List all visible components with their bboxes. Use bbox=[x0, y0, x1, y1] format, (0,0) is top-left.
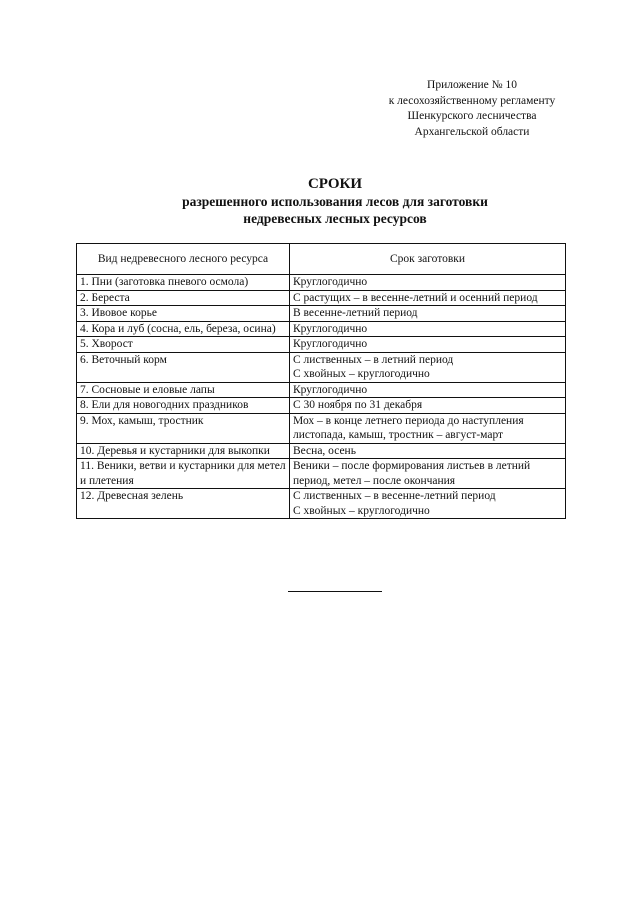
term-cell: В весенне-летний период bbox=[290, 306, 566, 322]
term-cell: С 30 ноября по 31 декабря bbox=[290, 398, 566, 414]
appendix-line-1: Приложение № 10 bbox=[427, 79, 517, 91]
resource-cell: 5. Хворост bbox=[77, 337, 290, 353]
header-resource-type: Вид недревесного лесного ресурса bbox=[77, 244, 290, 275]
table-row bbox=[77, 337, 566, 353]
appendix-line-4: Архангельской области bbox=[414, 125, 530, 138]
table-row bbox=[77, 306, 566, 322]
table-row bbox=[77, 459, 566, 489]
title-line-1: разрешенного использования лесов для заготовки bbox=[182, 194, 488, 209]
term-cell: С растущих – в весенне-летний и осенний период bbox=[290, 290, 566, 306]
table-row bbox=[77, 352, 566, 382]
appendix-line-3: Шенкурского лесничества bbox=[407, 110, 537, 122]
header-harvest-term: Срок заготовки bbox=[290, 244, 566, 275]
term-cell: Круглогодично bbox=[290, 275, 566, 291]
table-row bbox=[77, 290, 566, 306]
term-cell: Весна, осень bbox=[290, 443, 566, 459]
appendix-line-2: к лесохозяйственному регламенту bbox=[388, 94, 556, 107]
term-cell: Круглогодично bbox=[290, 382, 566, 398]
harvest-terms-table bbox=[76, 243, 566, 519]
table-header-row bbox=[77, 244, 566, 275]
resource-cell: 10. Деревья и кустарники для выкопки bbox=[77, 443, 290, 459]
resource-cell: 11. Веники, ветви и кустарники для метел и плетения bbox=[77, 459, 290, 489]
resource-cell: 9. Мох, камыш, тростник bbox=[77, 413, 290, 443]
appendix-header bbox=[372, 78, 572, 140]
closing-divider bbox=[288, 591, 382, 592]
table-row bbox=[77, 321, 566, 337]
table-row bbox=[77, 489, 566, 519]
table-row bbox=[77, 413, 566, 443]
resource-cell: 8. Ели для новогодних праздников bbox=[77, 398, 290, 414]
resource-cell: 3. Ивовое корье bbox=[77, 306, 290, 322]
title-line-2: недревесных лесных ресурсов bbox=[243, 211, 427, 226]
table-row bbox=[77, 443, 566, 459]
term-cell: Круглогодично bbox=[290, 321, 566, 337]
resource-cell: 1. Пни (заготовка пневого осмола) bbox=[77, 275, 290, 291]
table-row bbox=[77, 382, 566, 398]
resource-cell: 2. Береста bbox=[77, 290, 290, 306]
title-main: СРОКИ bbox=[307, 176, 363, 192]
term-cell: Круглогодично bbox=[290, 337, 566, 353]
term-cell: С лиственных – в летний период С хвойных – круглогодично bbox=[290, 352, 566, 382]
document-title bbox=[60, 175, 610, 227]
table-row bbox=[77, 275, 566, 291]
resource-cell: 4. Кора и луб (сосна, ель, береза, осина) bbox=[77, 321, 290, 337]
resource-cell: 12. Древесная зелень bbox=[77, 489, 290, 519]
resource-cell: 6. Веточный корм bbox=[77, 352, 290, 382]
term-cell: С лиственных – в весенне-летний период С хвойных – круглогодично bbox=[290, 489, 566, 519]
term-cell: Веники – после формирования листьев в летний период, метел – после окончания bbox=[290, 459, 566, 489]
table-row bbox=[77, 398, 566, 414]
term-cell: Мох – в конце летнего периода до наступления листопада, камыш, тростник – август-март bbox=[290, 413, 566, 443]
resource-cell: 7. Сосновые и еловые лапы bbox=[77, 382, 290, 398]
